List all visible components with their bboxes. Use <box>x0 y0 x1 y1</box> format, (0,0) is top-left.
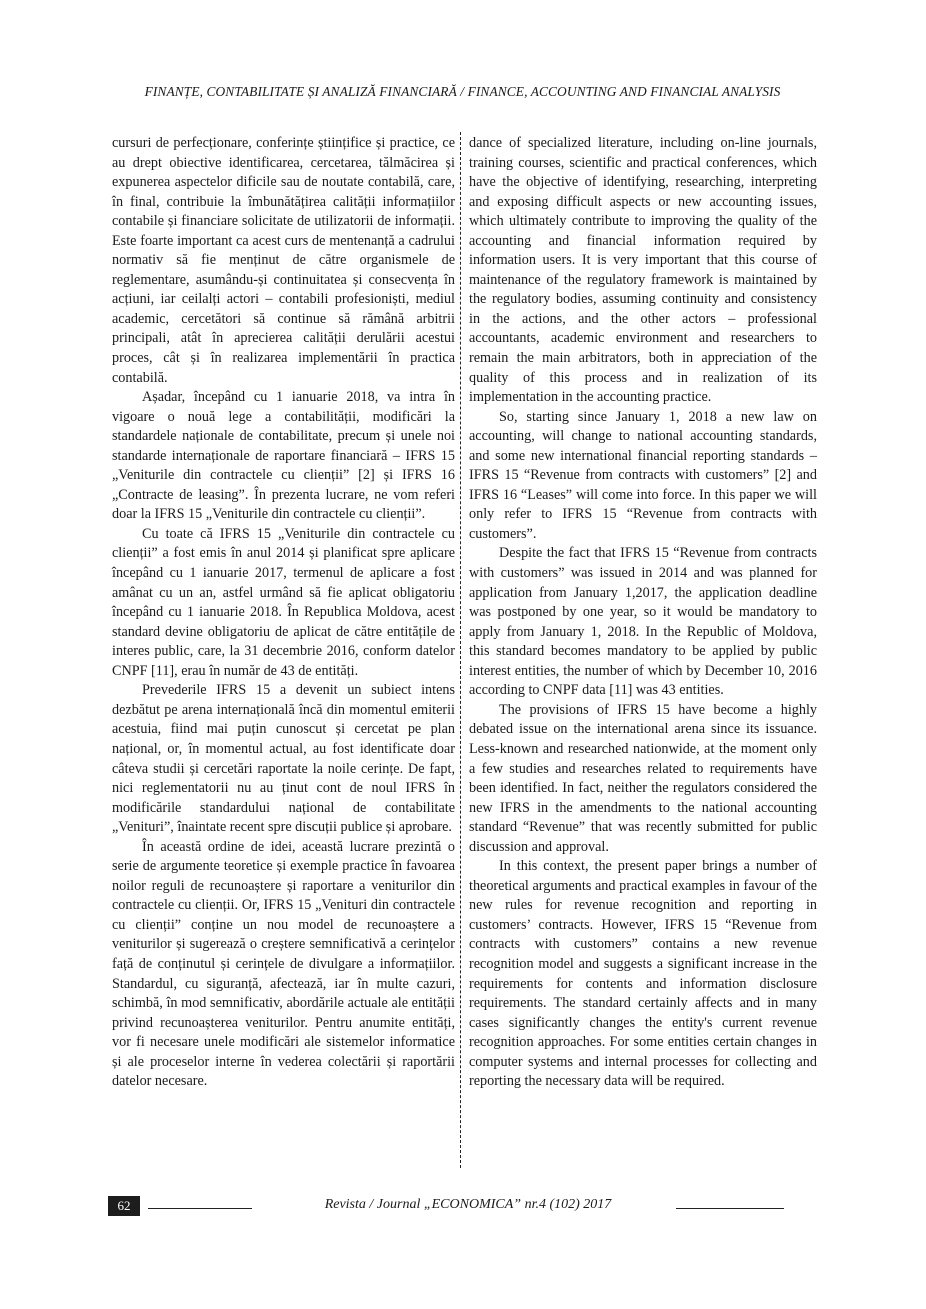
paragraph: cursuri de perfecționare, conferințe științifice și practice, ce au drept obiective identificarea, cercetarea, tălmăcirea și expunerea aspectelor dificile sau de noutate contabilă, care, în final, contribuie la îmbunătățirea calității informațiilor contabile și financiare solicitate de utilizatorii de informații. Este foarte important ca acest curs de mentenanță a cadrului normativ să fie menținut de către organismele de reglementare, asumându-și continuitatea și consecvența în acțiuni, iar ceilalți actori – contabili profesioniști, mediul academic, cercetători să continue să rămână arbitrii principali, atât în aprecierea calității derulării acestui proces, cât și în realizarea implementării în practica contabilă. <box>112 135 455 386</box>
journal-name: Revista / Journal „ECONOMICA” nr.4 (102) 2017 <box>324 1197 612 1212</box>
paragraph: dance of specialized literature, including on-line journals, training courses, scientific and practical conferences, which have the objective of identifying, researching, interpreting and exposing difficult aspects or new accounting issues, which ultimately contribute to improving the quality of the accounting and financial information required by information users. It is very important that this course of maintenance of the regulatory framework is maintained by the regulatory bodies, assuming continuity and consistency in the actions, and the other actors – professional accountants, academic environment and researchers to remain the main arbitrators, both in appreciation of the quality of this process and in realization of its implementation in the accounting practice. <box>469 135 817 406</box>
page-footer <box>108 1196 828 1220</box>
paragraph: Prevederile IFRS 15 a devenit un subiect intens dezbătut pe arena internațională încă din momentul emiterii acestuia, fiind mai puțin cunoscut și cercetat pe plan național, or, în momentul actual, au fost identificate doar câteva studii și cercetări raportate la noile cerințe. De fapt, nici reglementatorii nu au ținut cont de noul IFRS în modificările standardului național de contabilitate „Venituri”, înaintate recent spre discuții publice și aprobare. <box>112 682 455 836</box>
paragraph: Cu toate că IFRS 15 „Veniturile din contractele cu clienții” a fost emis în anul 2014 și planificat spre aplicare începând cu 1 ianuarie 2017, termenul de aplicare a fost amânat cu un an, astfel urmând să fie aplicat obligatoriu începând cu 1 ianuarie 2018. În Republica Moldova, acest standard devine obligatoriu de aplicat de către entitățile de interes public, care, la 31 decembrie 2016, conform datelor CNPF [11], erau în număr de 43 de entități. <box>112 525 455 679</box>
column-divider <box>460 132 461 1168</box>
right-column-english <box>469 134 817 1092</box>
paragraph: În această ordine de idei, această lucrare prezintă o serie de argumente teoretice și exemple practice în favoarea noilor reguli de recunoaștere și raportare a veniturilor din contractele cu clienții. Or, IFRS 15 „Venituri din contractele cu clienții” conține un nou model de recunoaștere a veniturilor și sugerează o creștere semnificativă a cerințelor față de conținutul și cerințele de divulgare a informațiilor. Standardul, cu siguranță, afectează, iar în multe cazuri, schimbă, în mod semnificativ, abordările actuale ale entității privind recunoașterea veniturilor. Pentru anumite entități, vor fi necesare unele modificări ale sistemelor informatice și ale proceselor interne în vederea colectării și raportării datelor necesare. <box>112 838 455 1090</box>
paragraph: In this context, the present paper brings a number of theoretical arguments and practical examples in favour of the new rules for revenue recognition and reporting in customers’ contracts. However, IFRS 15 “Revenue from contracts with customers” contains a new revenue recognition model and suggests a significant increase in the requirements for contents and information disclosure requirements. The standard certainly affects and in many cases significantly changes the entity's current revenue recognition approaches. For some entities certain changes in computer systems and internal processes for collecting and reporting the necessary data will be required. <box>469 858 817 1090</box>
footer-rule <box>676 1208 784 1209</box>
paragraph: Așadar, începând cu 1 ianuarie 2018, va intra în vigoare o nouă lege a contabilității, modificări la standardele naționale de contabilitate, precum și unele noi standarde internaționale de raportare financiară – IFRS 15 „Veniturile din contractele cu clienții” [2] și IFRS 16 „Contracte de leasing”. În prezenta lucrare, ne vom referi doar la IFRS 15 „Veniturile din contractele cu clienții”. <box>112 389 455 523</box>
paragraph: So, starting since January 1, 2018 a new law on accounting, will change to national accounting standards, and some new international financial reporting standards – IFRS 15 “Revenue from contracts with customers” [2] and IFRS 16 “Leases” will come into force. In this paper we will only refer to IFRS 15 “Revenue from contracts with customers”. <box>469 408 817 542</box>
left-column-romanian <box>112 134 455 1092</box>
paragraph: Despite the fact that IFRS 15 “Revenue from contracts with customers” was issued in 2014 and was planned for application from January 1,2017, the application deadline was postponed by one year, so it would be mandatory to apply from January 1, 2018. In the Republic of Moldova, this standard becomes mandatory to be applied by public interest entities, the number of which by December 10, 2016 according to CNPF data [11] was 43 entities. <box>469 545 817 699</box>
paragraph: The provisions of IFRS 15 have become a highly debated issue on the international arena since its issuance. Less-known and researched nationwide, at the moment only a few studies and researches related to requirements have been identified. In fact, neither the regulators considered the new IFRS in the amendments to the national accounting standard “Revenue” that was recently submitted for public discussion and approval. <box>469 701 817 855</box>
footer-rule <box>148 1208 252 1209</box>
page-number: 62 <box>108 1196 140 1216</box>
running-header: FINANȚE, CONTABILITATE ȘI ANALIZĂ FINANCIARĂ / FINANCE, ACCOUNTING AND FINANCIAL ANALYSIS <box>144 84 781 99</box>
